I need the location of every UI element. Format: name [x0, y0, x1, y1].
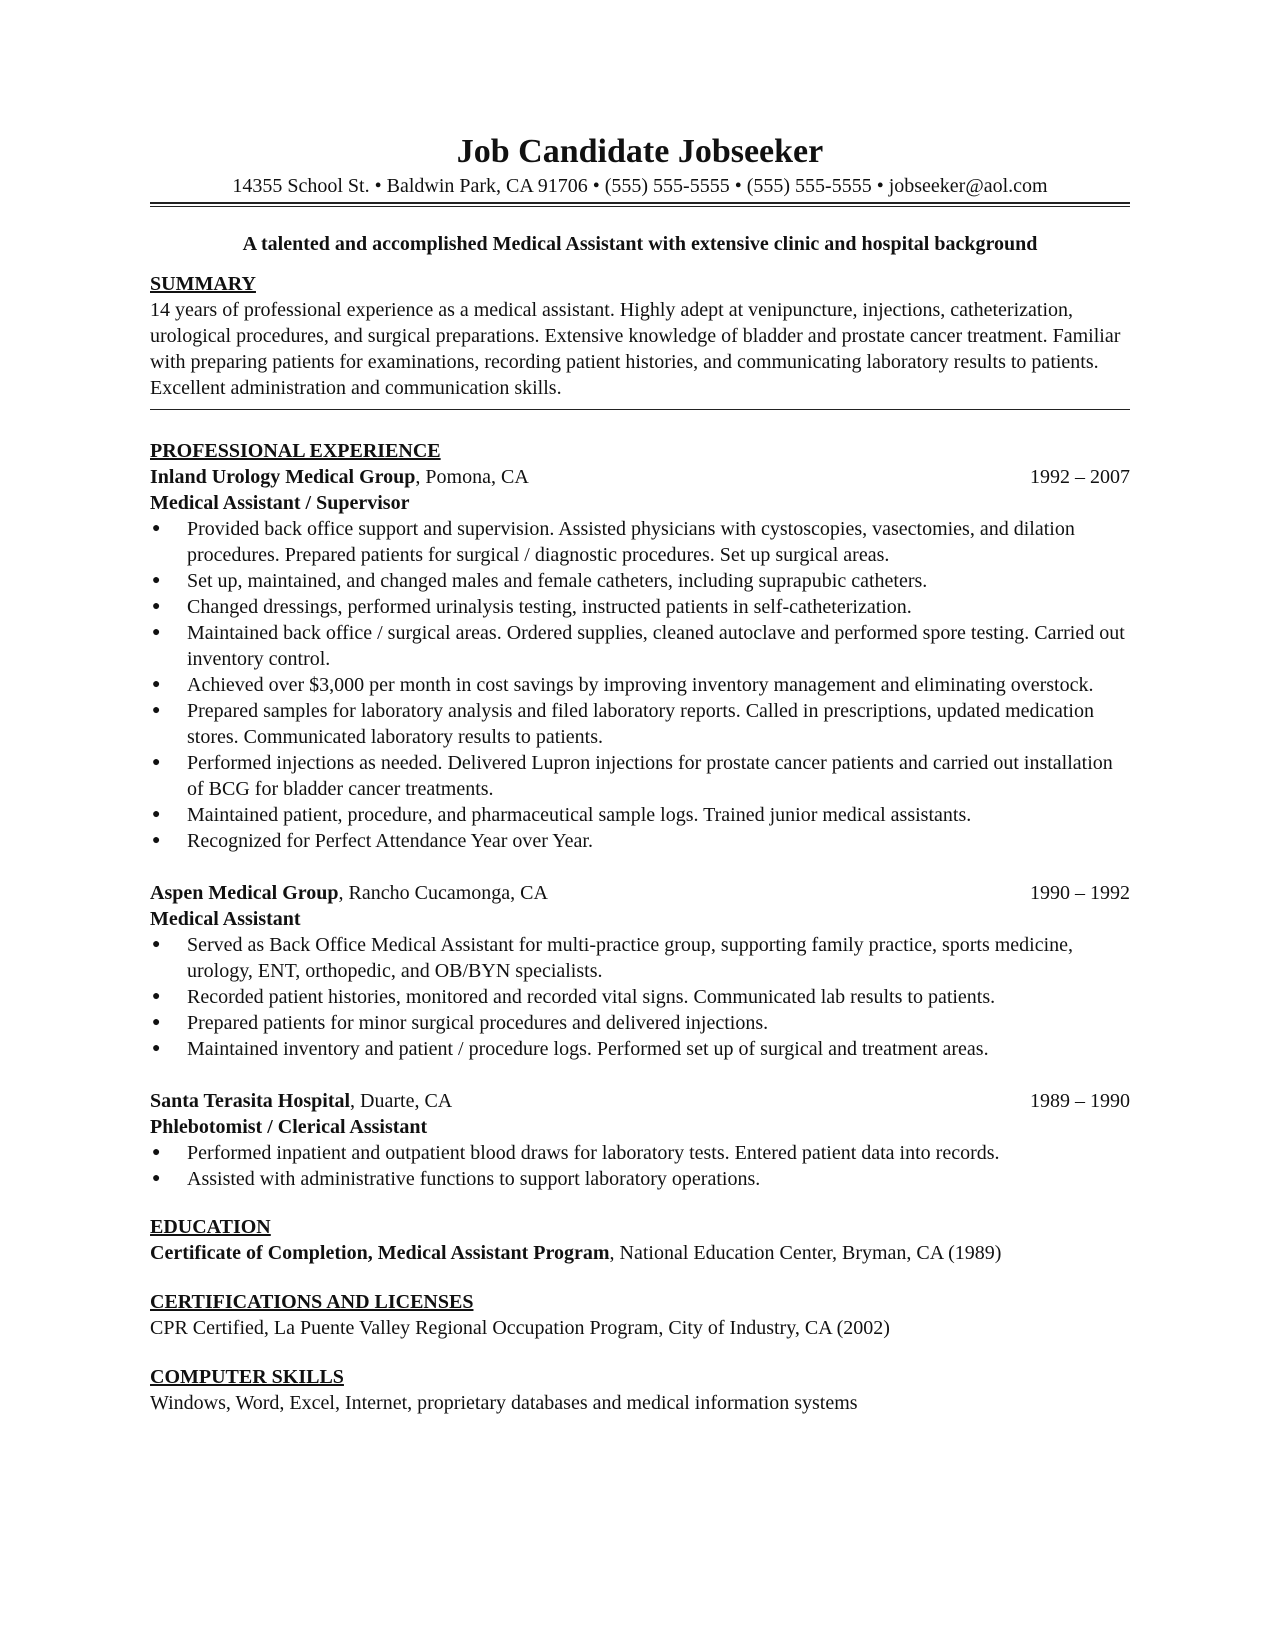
- bullet-dot-icon: ●: [152, 807, 161, 822]
- job-duty-item: [150, 594, 1130, 620]
- job-duty-text: Recognized for Perfect Attendance Year over Year.: [187, 830, 593, 852]
- job-duty-text: Achieved over $3,000 per month in cost savings by improving inventory management and eliminating overstock.: [187, 674, 1094, 696]
- job-duty-item: [150, 1166, 1130, 1192]
- resume-content: [150, 132, 1130, 1416]
- job-location: , Pomona, CA: [415, 466, 529, 488]
- job-duty-item: [150, 568, 1130, 594]
- job-duty-item: [150, 516, 1130, 568]
- bullet-dot-icon: ●: [152, 1041, 161, 1056]
- job-employer: Inland Urology Medical Group: [150, 466, 416, 488]
- education-detail: , National Education Center, Bryman, CA (1989): [609, 1242, 1002, 1264]
- certifications-text: CPR Certified, La Puente Valley Regional Occupation Program, City of Industry, CA (2002): [150, 1317, 890, 1339]
- bullet-dot-icon: ●: [152, 677, 161, 692]
- experience-heading: PROFESSIONAL EXPERIENCE: [150, 440, 441, 462]
- job-title: Phlebotomist / Clerical Assistant: [150, 1116, 428, 1138]
- job-header: [150, 1088, 1130, 1114]
- job-duty-text: Performed injections as needed. Delivered Lupron injections for prostate cancer patients and carried out installation of BCG for bladder cancer treatments.: [187, 752, 1113, 800]
- job-header: [150, 464, 1130, 490]
- bullet-dot-icon: ●: [152, 521, 161, 536]
- bullet-dot-icon: ●: [152, 1145, 161, 1160]
- job-duties-list: [150, 516, 1130, 854]
- job-location: , Duarte, CA: [350, 1090, 453, 1112]
- job-duty-item: [150, 620, 1130, 672]
- bullet-dot-icon: ●: [152, 937, 161, 952]
- job-entry: [150, 880, 1130, 1062]
- summary-heading: SUMMARY: [150, 273, 256, 295]
- bullet-dot-icon: ●: [152, 625, 161, 640]
- job-duty-item: [150, 1140, 1130, 1166]
- job-list: [150, 464, 1130, 1192]
- education-section: [150, 1214, 1130, 1266]
- summary-section: [150, 271, 1130, 410]
- job-employer-line: [150, 464, 529, 490]
- job-duty-item: [150, 1010, 1130, 1036]
- job-duty-item: [150, 1036, 1130, 1062]
- bullet-dot-icon: ●: [152, 989, 161, 1004]
- job-duty-text: Set up, maintained, and changed males and female catheters, including suprapubic catheters.: [187, 570, 928, 592]
- tagline: A talented and accomplished Medical Assistant with extensive clinic and hospital background: [242, 233, 1038, 255]
- header-divider: [150, 202, 1130, 207]
- job-entry: [150, 1088, 1130, 1192]
- bullet-dot-icon: ●: [152, 599, 161, 614]
- computer-skills-text: Windows, Word, Excel, Internet, proprietary databases and medical information systems: [150, 1392, 858, 1414]
- experience-section: [150, 438, 1130, 1192]
- certifications-section: [150, 1289, 1130, 1341]
- job-employer-line: [150, 880, 548, 906]
- candidate-name: Job Candidate Jobseeker: [456, 133, 824, 170]
- education-entry: [150, 1240, 1130, 1266]
- job-duty-text: Prepared patients for minor surgical procedures and delivered injections.: [187, 1012, 769, 1034]
- job-duty-text: Maintained inventory and patient / procedure logs. Performed set up of surgical and treatment areas.: [187, 1038, 989, 1060]
- job-dates: 1992 – 2007: [1030, 466, 1130, 488]
- job-entry: [150, 464, 1130, 854]
- job-employer-line: [150, 1088, 452, 1114]
- computer-skills-heading: COMPUTER SKILLS: [150, 1366, 344, 1388]
- summary-divider: [150, 409, 1130, 410]
- bullet-dot-icon: ●: [152, 833, 161, 848]
- job-duty-item: [150, 750, 1130, 802]
- bullet-dot-icon: ●: [152, 573, 161, 588]
- job-dates: 1990 – 1992: [1030, 882, 1130, 904]
- job-duties-list: [150, 1140, 1130, 1192]
- education-degree: Certificate of Completion, Medical Assistant Program: [150, 1242, 610, 1264]
- summary-text: 14 years of professional experience as a medical assistant. Highly adept at venipuncture, injections, catheterization, urological procedures, and surgical preparations. Extensive knowledge of bladder and prostate cancer treatment. Familiar with preparing patients for examinations, recording patient histories, and communicating laboratory results to patients. Excellent administration and communication skills.: [150, 299, 1121, 399]
- job-duty-text: Assisted with administrative functions to support laboratory operations.: [187, 1168, 761, 1190]
- job-duty-text: Maintained patient, procedure, and pharmaceutical sample logs. Trained junior medical assistants.: [187, 804, 972, 826]
- computer-skills-section: [150, 1364, 1130, 1416]
- job-title: Medical Assistant: [150, 908, 301, 930]
- job-duty-text: Maintained back office / surgical areas. Ordered supplies, cleaned autoclave and performed spore testing. Carried out inventory control.: [187, 622, 1125, 670]
- job-location: , Rancho Cucamonga, CA: [338, 882, 548, 904]
- job-duty-item: [150, 932, 1130, 984]
- job-duty-text: Prepared samples for laboratory analysis and filed laboratory reports. Called in prescriptions, updated medication stores. Communicated laboratory results to patients.: [187, 700, 1094, 748]
- job-title: Medical Assistant / Supervisor: [150, 492, 410, 514]
- job-duty-item: [150, 698, 1130, 750]
- job-employer: Santa Terasita Hospital: [150, 1090, 351, 1112]
- job-header: [150, 880, 1130, 906]
- contact-line: 14355 School St. • Baldwin Park, CA 91706 • (555) 555-5555 • (555) 555-5555 • jobseeker@aol.com: [232, 175, 1048, 197]
- job-duties-list: [150, 932, 1130, 1062]
- job-duty-text: Provided back office support and supervision. Assisted physicians with cystoscopies, vasectomies, and dilation procedures. Prepared patients for surgical / diagnostic procedures. Set up surgical areas.: [187, 518, 1075, 566]
- job-duty-item: [150, 828, 1130, 854]
- certifications-heading: CERTIFICATIONS AND LICENSES: [150, 1291, 474, 1313]
- bullet-dot-icon: ●: [152, 755, 161, 770]
- job-duty-text: Served as Back Office Medical Assistant for multi-practice group, supporting family practice, sports medicine, urology, ENT, orthopedic, and OB/BYN specialists.: [187, 934, 1074, 982]
- education-heading: EDUCATION: [150, 1216, 271, 1238]
- job-duty-text: Changed dressings, performed urinalysis testing, instructed patients in self-catheterization.: [187, 596, 912, 618]
- bullet-dot-icon: ●: [152, 703, 161, 718]
- job-duty-item: [150, 672, 1130, 698]
- job-employer: Aspen Medical Group: [150, 882, 339, 904]
- job-duty-item: [150, 984, 1130, 1010]
- job-duty-text: Performed inpatient and outpatient blood draws for laboratory tests. Entered patient data into records.: [187, 1142, 1000, 1164]
- job-dates: 1989 – 1990: [1030, 1090, 1130, 1112]
- bullet-dot-icon: ●: [152, 1171, 161, 1186]
- job-duty-item: [150, 802, 1130, 828]
- bullet-dot-icon: ●: [152, 1015, 161, 1030]
- job-duty-text: Recorded patient histories, monitored and recorded vital signs. Communicated lab results to patients.: [187, 986, 996, 1008]
